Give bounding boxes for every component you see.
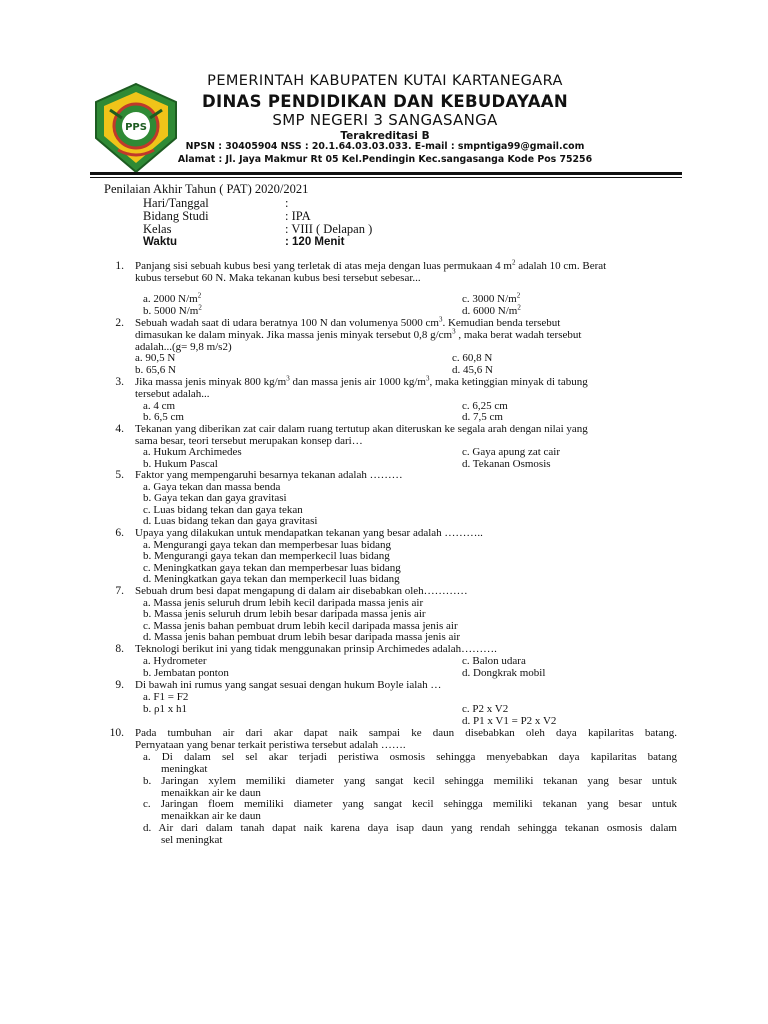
q4-text-line1: Tekanan yang diberikan zat cair dalam ruang tertutup akan diteruskan ke segala arah dengan nilai yang [135, 423, 588, 435]
field-label-class: Kelas [143, 222, 172, 236]
field-value-class: : VIII ( Delapan ) [285, 222, 373, 236]
q2-option-d: d. 45,6 N [452, 364, 493, 376]
q10-option-c-line2: menaikkan air ke daun [161, 810, 261, 822]
q4-text-line2: sama besar, teori tersebut merupakan konsep dari… [135, 435, 363, 447]
q1-option-b: b. 5000 $N/m^2$ [143, 303, 202, 317]
q1-text-line1: Panjang sisi sebuah kubus besi yang terletak di atas meja dengan luas permukaan 4 $m^2$ adalah 10 cm. Berat [135, 258, 607, 272]
q2-option-b: b. 65,6 N [135, 364, 176, 376]
q10-text-line2: Pernyataan yang benar terkait peristiwa tersebut adalah ……. [135, 739, 406, 751]
q1-number: 1. [115, 260, 124, 272]
q2-number: 2. [115, 317, 124, 329]
q5-text-line1: Faktor yang mempengaruhi besarnya tekanan adalah ……… [135, 469, 403, 481]
q7-option-c: c. Massa jenis bahan pembuat drum lebih kecil daripada massa jenis air [143, 620, 458, 632]
q10-option-b-line2: menaikkan air ke daun [161, 787, 261, 799]
q2-option-a: a. 90,5 N [135, 352, 176, 364]
q8-option-d: d. Dongkrak mobil [462, 667, 546, 679]
q7-option-a: a. Massa jenis seluruh drum lebih kecil daripada massa jenis air [143, 597, 424, 609]
q1-option-c: c. 3000 $N/m^2$ [462, 291, 521, 305]
exam-title: Penilaian Akhir Tahun ( PAT) 2020/2021 [104, 182, 309, 196]
q8-text-line1: Teknologi berikut ini yang tidak menggunakan prinsip Archimedes adalah………. [135, 643, 497, 655]
q7-option-d: d. Massa jenis bahan pembuat drum lebih besar daripada massa jenis air [143, 631, 461, 643]
q6-option-d: d. Meningkatkan gaya tekan dan memperkecil luas bidang [143, 573, 400, 585]
q9-option-c: c. P2 x V2 [462, 703, 509, 715]
field-value-date: : [285, 196, 289, 210]
q8-option-b: b. Jembatan ponton [143, 667, 229, 679]
q6-number: 6. [115, 527, 124, 539]
q7-text-line1: Sebuah drum besi dapat mengapung di dalam air disebabkan oleh………… [135, 585, 468, 597]
q2-text-line1: Sebuah wadah saat di udara beratnya 100 N dan volumenya 5000 $cm^3$. Kemudian benda tersebut [135, 315, 561, 329]
q9-option-a: a. F1 = F2 [143, 691, 189, 703]
q3-option-a: a. 4 cm [143, 400, 176, 412]
q1-text-line2: kubus tersebut 60 N. Maka tekanan kubus besi tersebut sebesar... [135, 272, 421, 284]
q6-option-b: b. Mengurangi gaya tekan dan memperkecil luas bidang [143, 550, 390, 562]
field-label-subject: Bidang Studi [143, 209, 209, 223]
q3-text-line2: tersebut adalah... [135, 388, 210, 400]
q9-option-b: b. ρ1 x h1 [143, 703, 187, 715]
q5-option-b: b. Gaya tekan dan gaya gravitasi [143, 492, 287, 504]
q9-option-d: d. P1 x V1 = P2 x V2 [462, 715, 557, 727]
q4-option-a: a. Hukum Archimedes [143, 446, 242, 458]
field-label-date: Hari/Tanggal [143, 196, 209, 210]
header-school-name: SMP NEGERI 3 SANGASANGA [272, 111, 498, 129]
q3-option-b: b. 6,5 cm [143, 411, 184, 423]
header-government: PEMERINTAH KABUPATEN KUTAI KARTANEGARA [207, 73, 563, 89]
header-address: Alamat : Jl. Jaya Makmur Rt 05 Kel.Pendingin Kec.sangasanga Kode Pos 75256 [177, 154, 593, 165]
q6-option-c: c. Meningkatkan gaya tekan dan memperbesar luas bidang [143, 562, 401, 574]
field-value-time: : 120 Menit [285, 236, 345, 248]
q1-option-a: a. 2000 $N/m^2$ [143, 291, 202, 305]
header-divider-thick [90, 172, 682, 175]
q4-option-d: d. Tekanan Osmosis [462, 458, 551, 470]
header-divider-thin [90, 177, 682, 178]
q6-option-a: a. Mengurangi gaya tekan dan memperbesar luas bidang [143, 539, 392, 551]
q3-option-d: d. 7,5 cm [462, 411, 503, 423]
q4-option-c: c. Gaya apung zat cair [462, 446, 561, 458]
q5-option-a: a. Gaya tekan dan massa benda [143, 481, 281, 493]
q8-option-a: a. Hydrometer [143, 655, 207, 667]
q10-number: 10. [109, 727, 124, 739]
field-label-time: Waktu [143, 236, 178, 248]
header-department: DINAS PENDIDIKAN DAN KEBUDAYAAN [202, 92, 568, 111]
q4-option-b: b. Hukum Pascal [143, 458, 218, 470]
q5-option-d: d. Luas bidang tekan dan gaya gravitasi [143, 515, 318, 527]
field-value-subject: : IPA [285, 209, 311, 223]
q5-number: 5. [115, 469, 124, 481]
q3-option-c: c. 6,25 cm [462, 400, 508, 412]
q10-option-d-line2: sel meningkat [161, 834, 223, 846]
q7-number: 7. [115, 585, 124, 597]
q3-number: 3. [115, 376, 124, 388]
q2-option-c: c. 60,8 N [452, 352, 493, 364]
q4-number: 4. [115, 423, 124, 435]
q7-option-b: b. Massa jenis seluruh drum lebih besar daripada massa jenis air [143, 608, 426, 620]
q6-text-line1: Upaya yang dilakukan untuk mendapatkan tekanan yang besar adalah ……….. [135, 527, 483, 539]
q8-option-c: c. Balon udara [462, 655, 526, 667]
q10-option-d-line1: d. Air dari dalam tanah dapat naik karena daya isap daun yang rendah sehingga tekanan osmosis dalam [143, 822, 677, 834]
q8-number: 8. [115, 643, 124, 655]
q2-text-line2: dimasukan ke dalam minyak. Jika massa jenis minyak tersebut 0,8 $g/cm^3$ , maka berat wadah tersebut [135, 327, 582, 341]
q10-option-b-line1: b. Jaringan xylem memiliki diameter yang sangat kecil sehingga memiliki tekanan yang besar untuk [143, 775, 677, 787]
q10-text-line1: Pada tumbuhan air dari akar dapat naik sampai ke daun disebabkan oleh daya kapilaritas batang. [135, 727, 677, 739]
q1-option-d: d. 6000 $N/m^2$ [462, 303, 521, 317]
q10-option-c-line1: c. Jaringan floem memiliki diameter yang sangat kecil sehingga memiliki tekanan yang besar untuk [143, 798, 677, 810]
q10-option-a-line1: a. Di dalam sel sel akar terjadi peristiwa osmosis sehingga menyebabkan daya kapilaritas batang [143, 751, 677, 763]
q9-text-line1: Di bawah ini rumus yang sangat sesuai dengan hukum Boyle ialah … [135, 679, 442, 691]
header-accreditation: Terakreditasi B [340, 130, 430, 142]
q9-number: 9. [115, 679, 124, 691]
q10-option-a-line2: meningkat [161, 763, 208, 775]
logo-lettering: PPS [125, 122, 147, 133]
q3-text-line1: Jika massa jenis minyak 800 $kg/m^3$ dan massa jenis air 1000 $kg/m^3$, maka ketinggian minyak di tabung [135, 374, 588, 388]
q5-option-c: c. Luas bidang tekan dan gaya tekan [143, 504, 303, 516]
header-contact: NPSN : 30405904 NSS : 20.1.64.03.03.033. E-mail : smpntiga99@gmail.com [185, 141, 585, 152]
q2-text-line3: adalah...(g= 9,8 m/s2) [135, 341, 232, 353]
